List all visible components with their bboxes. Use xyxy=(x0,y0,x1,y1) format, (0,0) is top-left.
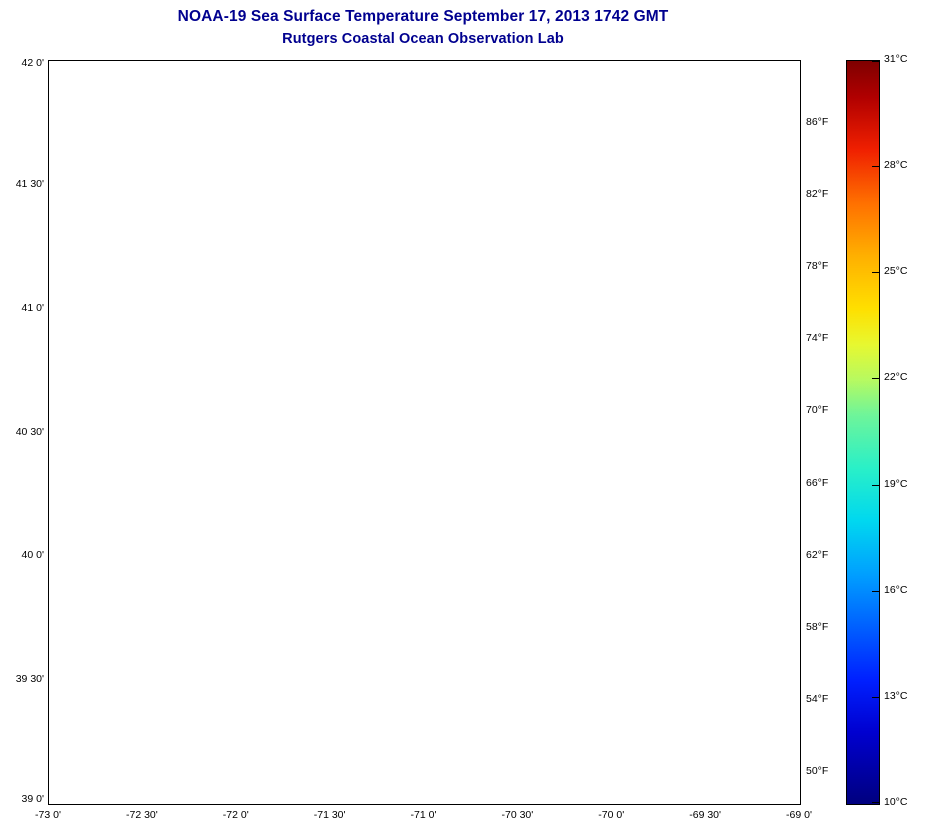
colorbar-tick-mark xyxy=(872,61,880,62)
y-axis-tick-label: 40 0' xyxy=(21,549,44,562)
y-axis-fahrenheit-label: 78°F xyxy=(806,260,829,273)
colorbar-gradient xyxy=(847,61,879,804)
x-axis-tick-label: -73 0' xyxy=(35,809,61,821)
colorbar-tick-label: 28°C xyxy=(884,159,908,172)
colorbar-tick-mark xyxy=(872,166,880,167)
y-axis-fahrenheit-label: 62°F xyxy=(806,548,829,561)
figure-title xyxy=(0,6,846,50)
colorbar-tick-mark xyxy=(872,378,880,379)
y-axis-tick-label: 39 0' xyxy=(21,793,44,805)
colorbar-tick-label: 22°C xyxy=(884,371,908,384)
temperature-colorbar xyxy=(846,60,880,805)
x-axis-tick-label: -70 0' xyxy=(598,809,625,821)
x-axis-tick-label: -71 30' xyxy=(313,809,346,821)
sst-raster-canvas xyxy=(49,61,800,804)
y-axis-tick-label: 42 0' xyxy=(21,57,44,69)
y-axis-fahrenheit-label: 70°F xyxy=(806,404,829,417)
title-line-2: Rutgers Coastal Ocean Observation Lab xyxy=(282,31,564,47)
y-axis-fahrenheit-label: 86°F xyxy=(806,116,829,129)
x-axis-tick-label: -69 0' xyxy=(786,809,812,821)
y-axis-fahrenheit-label: 50°F xyxy=(806,764,829,777)
x-axis-tick-label: -71 0' xyxy=(410,809,437,821)
x-axis-tick-label: -72 30' xyxy=(125,809,158,821)
colorbar-tick-label: 31°C xyxy=(884,53,908,65)
colorbar-tick-mark xyxy=(872,697,880,698)
x-axis-tick-label: -70 30' xyxy=(501,809,534,821)
colorbar-tick-mark xyxy=(872,272,880,273)
y-axis-fahrenheit-label: 82°F xyxy=(806,188,829,201)
y-axis-fahrenheit-label: 74°F xyxy=(806,332,829,345)
y-axis-tick-label: 39 30' xyxy=(15,673,44,686)
colorbar-tick-mark xyxy=(872,591,880,592)
x-axis-tick-label: -72 0' xyxy=(222,809,249,821)
colorbar-tick-label: 10°C xyxy=(884,796,908,808)
y-axis-tick-label: 41 0' xyxy=(21,301,44,314)
y-axis-fahrenheit-label: 58°F xyxy=(806,620,829,633)
y-axis-fahrenheit-label: 66°F xyxy=(806,476,829,489)
colorbar-tick-label: 25°C xyxy=(884,265,908,278)
y-axis-tick-label: 40 30' xyxy=(15,425,44,438)
y-axis-fahrenheit-label: 54°F xyxy=(806,692,829,705)
map-plot-area[interactable] xyxy=(48,60,801,805)
colorbar-tick-label: 19°C xyxy=(884,477,908,490)
colorbar-tick-label: 13°C xyxy=(884,689,908,702)
colorbar-tick-mark xyxy=(872,802,880,803)
colorbar-tick-label: 16°C xyxy=(884,583,908,596)
x-axis-tick-label: -69 30' xyxy=(689,809,722,821)
y-axis-tick-label: 41 30' xyxy=(15,177,44,190)
colorbar-tick-mark xyxy=(872,485,880,486)
title-line-1: NOAA-19 Sea Surface Temperature September 17, 2013 1742 GMT xyxy=(177,8,669,25)
